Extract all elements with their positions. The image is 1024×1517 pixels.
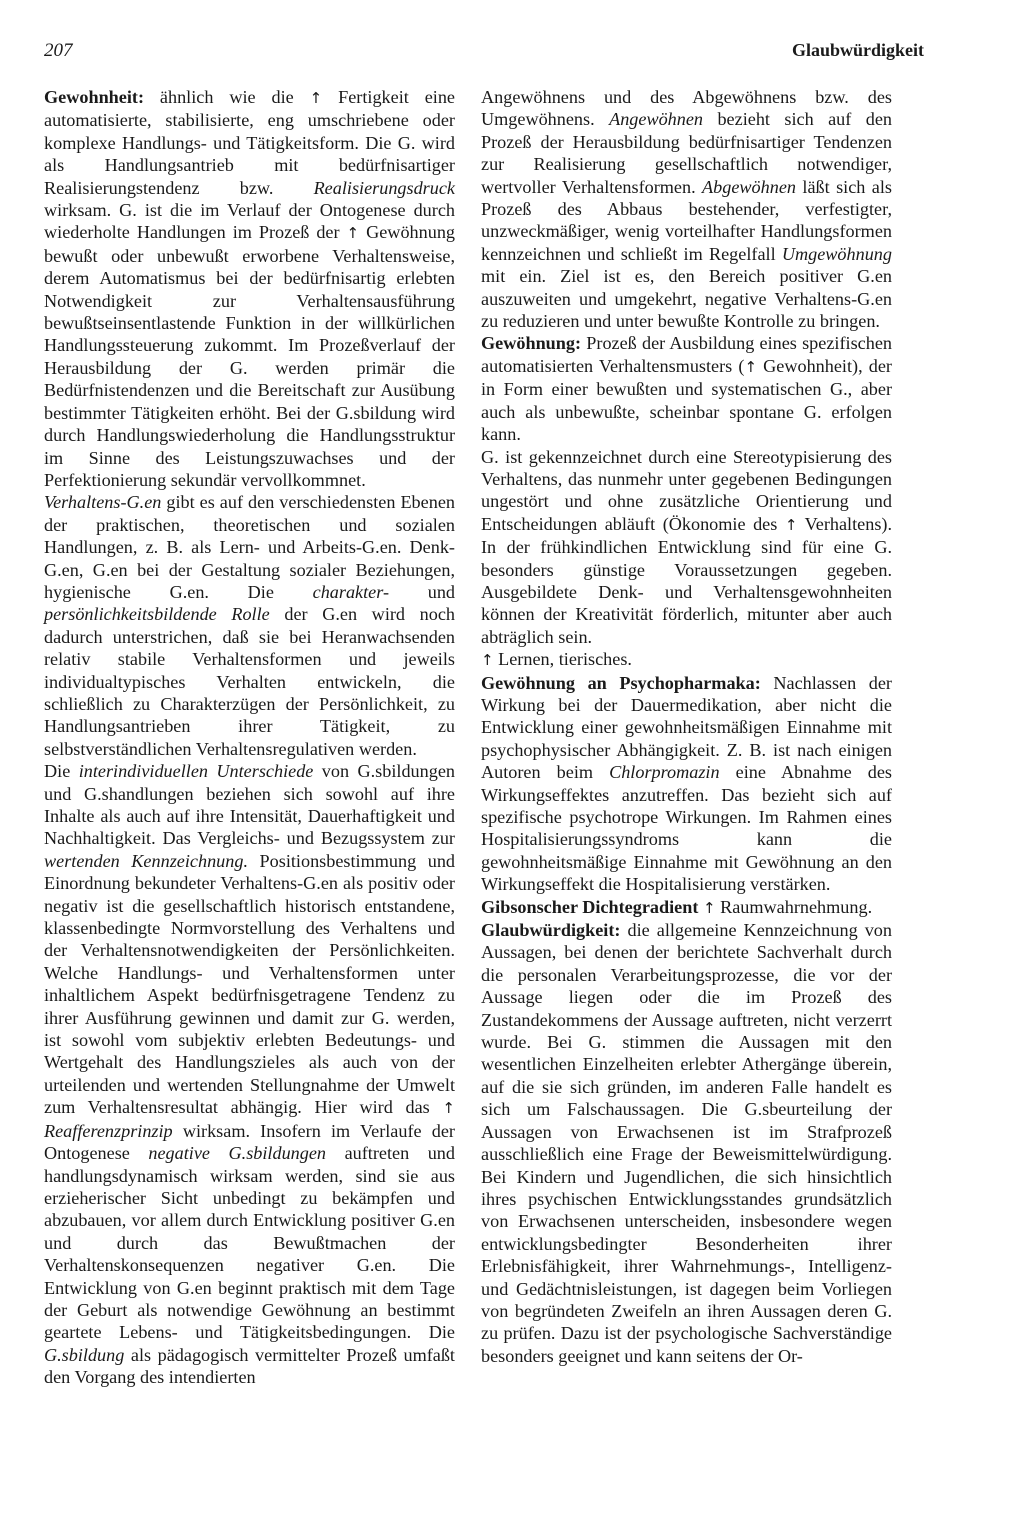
paragraph [481, 86, 892, 332]
entry-term: Gewöhnung: [481, 333, 582, 354]
text-run: und [389, 581, 456, 602]
entry-term: Gibsonscher Dichtegradient [481, 896, 699, 917]
text-run: eine Abnahme des Wirkungseffektes anzutreffen. Das bezieht sich auf spezifische psychotrope Wirkungen. Im Rahmen eines Hospitalisierungssyndroms kann die gewohnheitsmäßige Einnahme mit Gewöhnung an den Wirkungseffekt die Hospitalisierung verstärken. [481, 762, 892, 895]
paragraph [481, 896, 892, 919]
emphasis: Realisierungsdruck [313, 177, 455, 198]
text-run: läßt sich als Prozeß des Abbaus bestehender, verfestigter, unzweckmäßiger, wenig vorteilhafter Handlungsformen kennzeichnen und schließt im Regelfall [481, 176, 892, 264]
text-run: Angewöhnens und des Abgewöhnens bzw. des Umgewöhnens. [481, 87, 892, 130]
text-run: Gewöhnung bewußt oder unbewußt erworbene Verhaltensweise, derem Automatismus bei der bedürfnisartig erlebten Notwendigkeit zur Verhaltensausführung bewußtseinsentlastende Funktion in der willkürlichen Handlungssteuerung zukommt. Im Prozeßverlauf der Herausbildung der G. werden primär die Bedürfnistendenzen und die Bereitschaft zur Ausübung bestimmter Tätigkeiten erhöht. Bei der G.sbildung wird durch Handlungswiederholung die Handlungsstruktur im Sinne des Leistungszuwachses und der Perfektionierung sekundär vervollkommnet. [44, 222, 456, 490]
emphasis: Umgewöhnung [781, 243, 892, 264]
text-run: Lernen, tierisches. [493, 649, 632, 670]
text-run: Verhaltens). In der frühkindlichen Entwicklung sind für eine G. besonders günstige Voraussetzungen gegeben. Ausgebildete Denk- und Verhaltensgewohnheiten können der Kreativität förderlich, mitunter aber auch abträglich sein. [481, 513, 892, 647]
emphasis: interindividuellen Unterschiede [78, 761, 314, 782]
emphasis: Abgewöhnen [702, 176, 796, 197]
text-run: Raumwahrnehmung. [715, 896, 873, 917]
text-run: Gewohnheit), der in Form einer bewußten und systematischen G., aber auch als unbewußte, scheinbar spontane G. erfolgen kann. [481, 355, 892, 445]
cross-reference-arrow-icon: ↑ [481, 651, 494, 670]
paragraph [481, 648, 892, 671]
page-number: 207 [44, 40, 73, 61]
text-run: gibt es auf den verschiedensten Ebenen der praktischen, theoretischen und sozialen Handlungen, z. B. als Lern- und Arbeits-G.en. Denk-G.en, G.en bei der Gestaltung sozialer Beziehungen, hygienische G.en. Die [44, 492, 455, 602]
entry-term: Glaubwürdigkeit: [481, 920, 621, 941]
text-run: ähnlich wie die [144, 87, 310, 107]
emphasis: Verhaltens-G.en [44, 492, 162, 513]
paragraph [44, 491, 455, 760]
emphasis: charakter- [312, 581, 390, 602]
paragraph [481, 919, 892, 1367]
text-run: mit ein. Ziel ist es, den Bereich positiver G.en auszuweiten und umgekehrt, negative Verhaltens-G.en zu reduzieren und unter bewußte Kontrolle zu bringen. [481, 266, 892, 332]
text-run: der G.en wird noch dadurch unterstrichen, daß sie bei Heranwachsenden relativ stabile Verhaltensformen und jeweils individualtypisches Verhalten entwickeln, die schließlich zu Charakterzügen der Persönlichkeit, zu Handlungsantrieben ihrer Tätigkeit, zu selbstverständlichen Verhaltensregulativen werden. [44, 604, 455, 759]
emphasis: persönlichkeitsbildende Rolle [44, 604, 270, 625]
paragraph [44, 86, 455, 491]
cross-reference-arrow-icon: ↑ [784, 515, 798, 534]
text-run: die allgemeine Kennzeichnung von Aussagen, bei denen der berichtete Sachverhalt durch die personalen Verarbeitungsprozesse, die vor der Aussage liegen oder die im Prozeß des Zustandekommens der Aussage auftreten, nicht verzerrt wurde. Bei G. stimmen die Aussagen mit den wesentlichen Einzelheiten erlebter Athergänge überein, auf die sie sich gründen, im anderen Falle handelt es sich um Falschaussagen. Die G.sbeurteilung der Aussagen von Erwachsenen ist im Strafprozeß ausschließlich eine Frage der Beweismittelwürdigung. Bei Kindern und Jugendlichen, die sich hinsichtlich ihres psychischen Entwicklungsstandes grundsätzlich von Erwachsenen unterscheiden, insbesondere wegen entwicklungsbedingter Besonderheiten ihrer Erlebnisfähigkeit, ihrer Wahrnehmungs-, Intelligenz- und Gedächtnisleistungen, ist dagegen beim Vorliegen von begründeten Zweifeln an ihren Aussagen deren G. zu prüfen. Dazu ist der psychologische Sachverständige besonders geeignet und kann seitens der Or- [481, 920, 892, 1366]
text-run: wirksam. Insofern im Verlaufe der Ontogenese [44, 1120, 455, 1164]
entry-term: Gewohnheit: [44, 87, 145, 107]
cross-reference-arrow-icon: ↑ [442, 1099, 455, 1118]
right-column [481, 86, 892, 1367]
text-run: von G.sbildungen und G.shandlungen beziehen sich sowohl auf ihre Inhalte als auch auf ihre Intensität, Dauerhaftigkeit und Nachhaltigkeit. Das Vergleichs- und Bezugssystem zur [44, 761, 455, 849]
text-run: G. ist gekennzeichnet durch eine Stereotypisierung des Verhaltens, das nunmehr unter gegebenen Bedingungen ungestört und ohne zusätzliche Orientierung und Entscheidungen abläuft (Ökonomie des [481, 446, 892, 534]
text-run: Die [44, 761, 79, 782]
text-run: Positionsbestimmung und Einordnung bekundeter Verhaltens-G.en als positiv oder negativ ist die gesellschaftlich historisch entstandene, klassenbedingte Normvorstellung des Verhaltens und der Verhaltensnotwendigkeiten der Persönlichkeiten. Welche Handlungs- und Verhaltensformen unter inhaltlichem Aspekt bedürfnisgetragene Tendenz zu ihrer Ausführung gewinnen und damit zur G. werden, ist sowohl vom subjektiv erlebten Bedeutungs- und Wertgehalt des Handlungszieles als auch von der urteilenden und wertenden Stellungnahme der Umwelt zum Verhaltensresultat abhängig. Hier wird das [44, 850, 456, 1118]
cross-reference-arrow-icon: ↑ [702, 898, 716, 917]
paragraph [44, 760, 455, 1388]
text-run: wirksam. G. ist die im Verlauf der Ontogenese durch wiederholte Handlungen im Prozeß der [44, 200, 455, 243]
cross-reference-arrow-icon: ↑ [346, 224, 360, 243]
text-run: Prozeß der Ausbildung eines spezifischen automatisierten Verhaltensmusters ( [481, 333, 892, 376]
text-run: als pädagogisch vermittelter Prozeß umfaßt den Vorgang des intendierten [44, 1344, 455, 1388]
emphasis: Chlorpromazin [609, 762, 720, 783]
emphasis: Reafferenzprinzip [44, 1120, 173, 1141]
emphasis: wertenden Kennzeichnung. [44, 850, 248, 871]
text-run: auftreten und handlungsdynamisch wirksam werden, sind sie aus erzieherischer Sicht unbedingt zu bekämpfen und abzubauen, vor allem durch Entwicklung positiver G.en und durch das Bewußtmachen der Verhaltenskonsequenzen negativer G.en. Die Entwicklung von G.en beginnt praktisch mit dem Tage der Geburt als notwendige Gewöhnung an bestimmt geartete Lebens- und Tätigkeitsbedingungen. Die [44, 1143, 455, 1343]
cross-reference-arrow-icon: ↑ [744, 357, 758, 376]
paragraph [481, 446, 892, 649]
entry-term: Gewöhnung an Psychopharmaka: [481, 672, 761, 693]
left-column [44, 86, 455, 1389]
text-run: Nachlassen der Wirkung bei der Dauermedikation, aber nicht die Entwicklung einer gewohnheitsmäßigen Einnahme mit psychophysischer Abhängigkeit. Z. B. ist nach einigen Autoren beim [481, 672, 892, 783]
running-head: Glaubwürdigkeit [791, 40, 924, 60]
page-header [44, 40, 924, 70]
text-run: Fertigkeit eine automatisierte, stabilisierte, eng umschriebene oder komplexe Handlungs- und Tätigkeitsform. Die G. wird als Handlungsantrieb mit bedürfnisartiger Realisierungstendenz bzw. [44, 87, 455, 198]
cross-reference-arrow-icon: ↑ [309, 89, 323, 107]
text-run: bezieht sich auf den Prozeß der Herausbildung bedürfnisartiger Tendenzen zur Realisierung gesellschaftlich notwendiger, wertvoller Verhaltensformen. [481, 109, 892, 197]
paragraph [481, 672, 892, 896]
emphasis: negative G.sbildungen [148, 1143, 327, 1164]
emphasis: Angewöhnen [609, 109, 704, 130]
emphasis: G.sbildung [44, 1344, 125, 1365]
paragraph [481, 332, 892, 445]
